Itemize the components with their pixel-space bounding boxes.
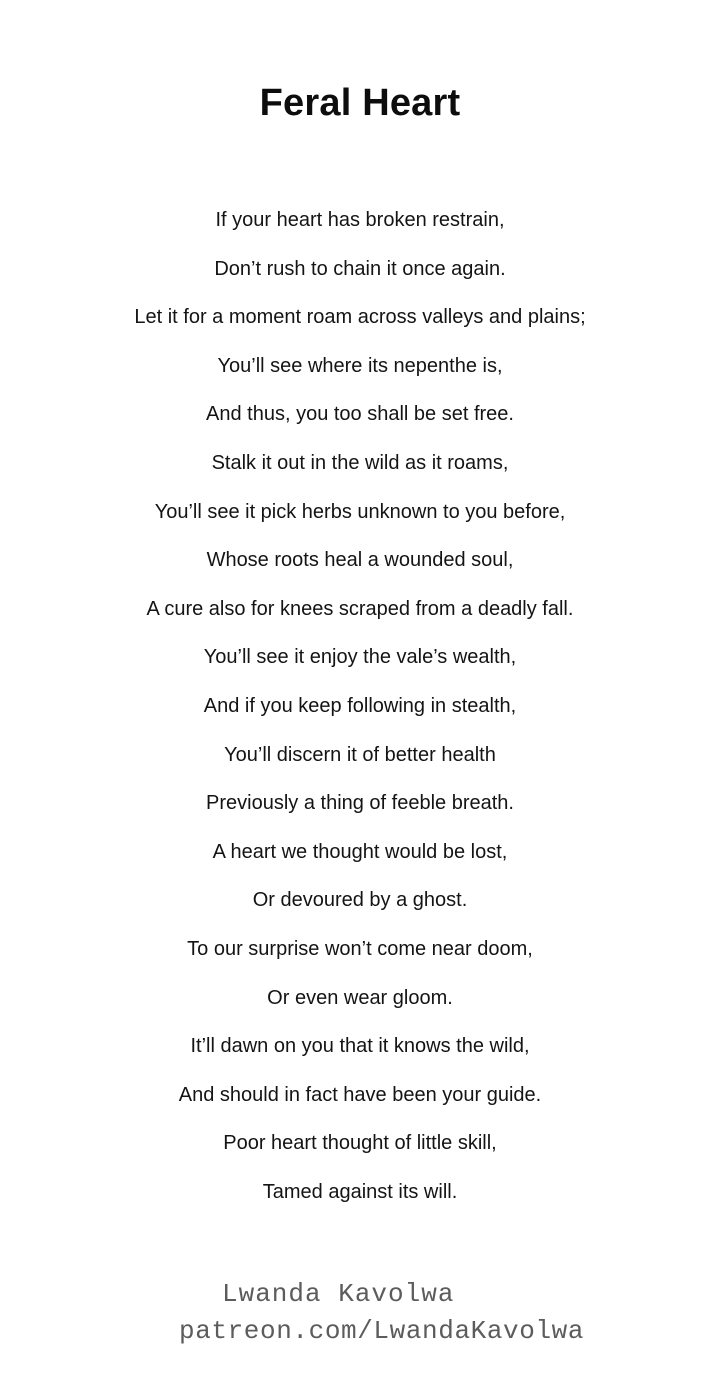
poem-line: Whose roots heal a wounded soul, <box>206 549 514 572</box>
poem-line: It’ll dawn on you that it knows the wild, <box>190 1035 530 1058</box>
poem-line: Tamed against its will. <box>262 1180 458 1203</box>
poem-line: You’ll see where its nepenthe is, <box>217 354 503 377</box>
poem-line: To our surprise won’t come near doom, <box>187 937 533 960</box>
poem-line: Poor heart thought of little skill, <box>223 1132 497 1155</box>
poem-line: A heart we thought would be lost, <box>212 840 508 863</box>
poem-line: Don’t rush to chain it once again. <box>214 257 506 280</box>
author-patreon-link[interactable]: patreon.com/LwandaKavolwa <box>179 1316 585 1346</box>
poem-line: And should in fact have been your guide. <box>178 1083 542 1106</box>
poem-line: You’ll see it pick herbs unknown to you before, <box>154 500 566 523</box>
poem-line: And if you keep following in stealth, <box>203 694 517 717</box>
poem-line: Let it for a moment roam across valleys and plains; <box>134 306 586 329</box>
poem-line: A cure also for knees scraped from a deadly fall. <box>146 597 574 620</box>
poem-body <box>0 202 720 1222</box>
poem-line: Stalk it out in the wild as it roams, <box>211 451 509 474</box>
poem-line: Previously a thing of feeble breath. <box>206 792 514 815</box>
poem-line: You’ll see it enjoy the vale’s wealth, <box>203 646 517 669</box>
poem-line: Or devoured by a ghost. <box>252 889 468 912</box>
poem-line: You’ll discern it of better health <box>224 743 496 766</box>
poem-line: If your heart has broken restrain, <box>215 209 505 231</box>
poem-line: And thus, you too shall be set free. <box>206 403 514 426</box>
poem-title: Feral Heart <box>259 82 461 124</box>
author-name: Lwanda Kavolwa <box>222 1279 455 1309</box>
poem-line: Or even wear gloom. <box>267 986 453 1009</box>
